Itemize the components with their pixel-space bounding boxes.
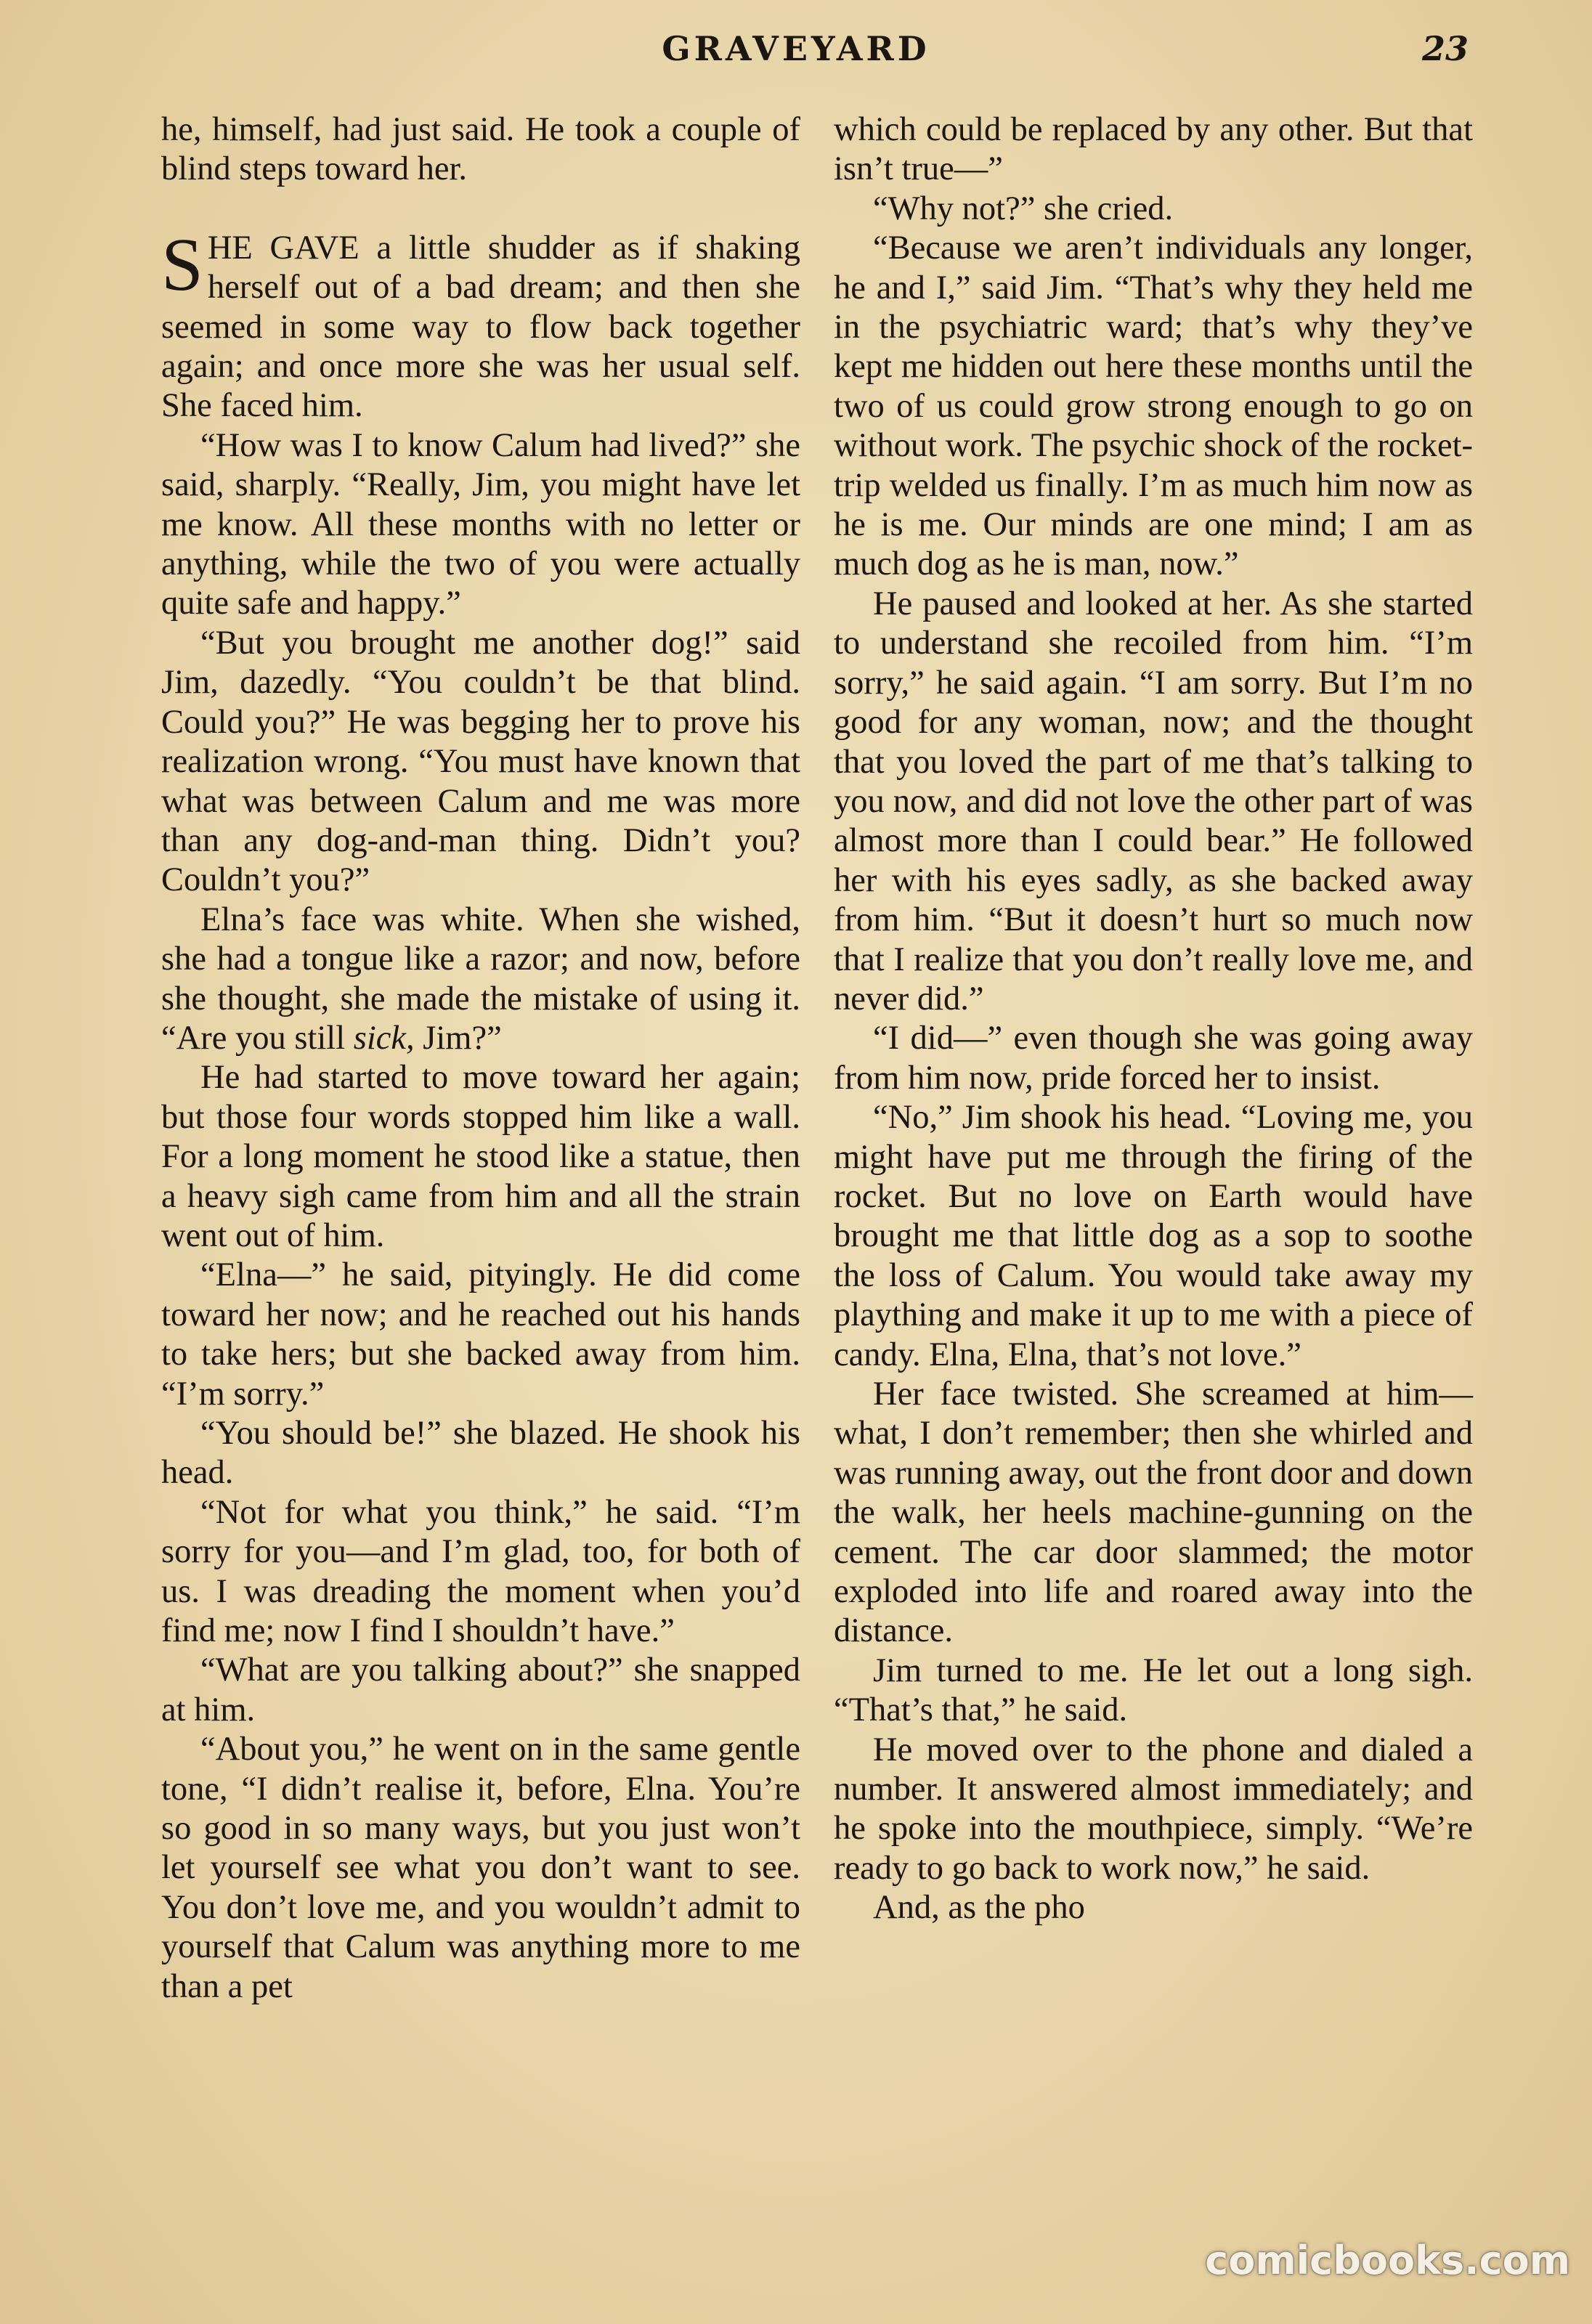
paragraph: “Elna—” he said, pityingly. He did come toward her now; and he reached out his hands to take hers; but she backed away from him. “I’m sorry.” [161, 1256, 800, 1413]
paragraph [161, 901, 800, 1059]
running-title: GRAVEYARD [662, 29, 930, 68]
paragraph: “I did—” even though she was going away from him now, pride forced her to insist. [834, 1020, 1473, 1097]
paragraph: “You should be!” she blazed. He shook his head. [161, 1415, 800, 1492]
paragraph: “But you brought me another dog!” said Jim, dazedly. “You couldn’t be that blind. Could you?” He was begging her to prove his realization wrong. “You must have known that what was between Calum and me was more than any dog-and-man thing. Didn’t you? Couldn’t you?” [161, 624, 800, 899]
paragraph-text: a little shudder as if shaking herself out of a bad dream; and then she seemed in some way to flow back together again; and once more she was her usual self. She faced him. [161, 229, 800, 425]
lead-in-caps: HE GAVE [207, 229, 360, 267]
page-number: 23 [1421, 29, 1469, 68]
paragraph: “About you,” he went on in the same gentle tone, “I didn’t realise it, before, Elna. You’re so good in so many ways, but you just won’t let yourself see what you don’t want to see. You don’t love me, and you wouldn’t admit to yourself that Calum was anything more to me than a pet [161, 1731, 800, 2005]
paragraph: Her face twisted. She screamed at him—what, I don’t remember; then she whirled and was running away, out the front door and down the walk, her heels machine-gunning on the cement. The car door slammed; the motor exploded into life and roared away into the distance. [834, 1376, 1473, 1650]
running-header [0, 29, 1592, 80]
section-opening-paragraph [161, 222, 800, 426]
paragraph: He had started to move toward her again; but those four words stopped him like a wall. For a long moment he stood like a statue, then a heavy sigh came from him and all the strain went out of him. [161, 1059, 800, 1254]
drop-cap: S [161, 222, 203, 306]
paragraph: He moved over to the phone and dialed a number. It answered almost immediately; and he spoke into the mouthpiece, simply. “We’re ready to go back to work now,” he said. [834, 1731, 1473, 1887]
paragraph: Jim turned to me. He let out a long sigh. “That’s that,” he said. [834, 1651, 1473, 1729]
right-column [834, 110, 1473, 1928]
paragraph: He paused and looked at her. As she started to understand she recoiled from him. “I’m sorry,” he said again. “I am sorry. But I’m no good for any woman, now; and the thought that you loved the part of me that’s talking to you now, and did not love the other part of was almost more than I could bear.” He followed her with his eyes sadly, as she backed away from him. “But it doesn’t hurt so much now that I realize that you don’t really love me, and never did.” [834, 585, 1473, 1017]
paragraph: “How was I to know Calum had lived?” she said, sharply. “Really, Jim, you might have let me know. All these months with no letter or anything, while the two of you were actually quite safe and happy.” [161, 426, 800, 622]
paragraph: “Why not?” she cried. [873, 190, 1174, 227]
emphasis-text: sick, [353, 1019, 415, 1057]
left-column [161, 110, 800, 2007]
section-break [161, 190, 800, 229]
paragraph-text: Jim?” [414, 1019, 502, 1057]
paragraph: “Not for what you think,” he said. “I’m sorry for you—and I’m glad, too, for both of us. I was dreading the moment when you’d find me; now I find I shouldn’t have.” [161, 1493, 800, 1650]
paragraph-text: Elna’s face was white. When she wished, she had a tongue like a razor; and now, before she thought, she made the mistake of using it. “Are you still [161, 901, 800, 1057]
paragraph: “No,” Jim shook his head. “Loving me, you might have put me through the firing of the rocket. But no love on Earth would have brought me that little dog as a sop to soothe the loss of Calum. You would take away my plaything and make it up to me with a piece of candy. Elna, Elna, that’s not love.” [834, 1099, 1473, 1373]
paragraph: which could be replaced by any other. But that isn’t true—” [834, 111, 1473, 188]
paragraph: he, himself, had just said. He took a couple of blind steps toward her. [161, 111, 800, 188]
paragraph: “Because we aren’t individuals any longer, he and I,” said Jim. “That’s why they held me in the psychiatric ward; that’s why they’ve kept me hidden out here these months until the two of us could grow strong enough to go on without work. The psychic shock of the rocket-trip welded us finally. I’m as much him now as he is me. Our minds are one mind; I am as much dog as he is man, now.” [834, 229, 1473, 583]
paragraph: “What are you talking about?” she snapped at him. [161, 1651, 800, 1728]
paragraph: And, as the pho [873, 1889, 1085, 1927]
watermark: comicbooks.com [1205, 2238, 1570, 2283]
